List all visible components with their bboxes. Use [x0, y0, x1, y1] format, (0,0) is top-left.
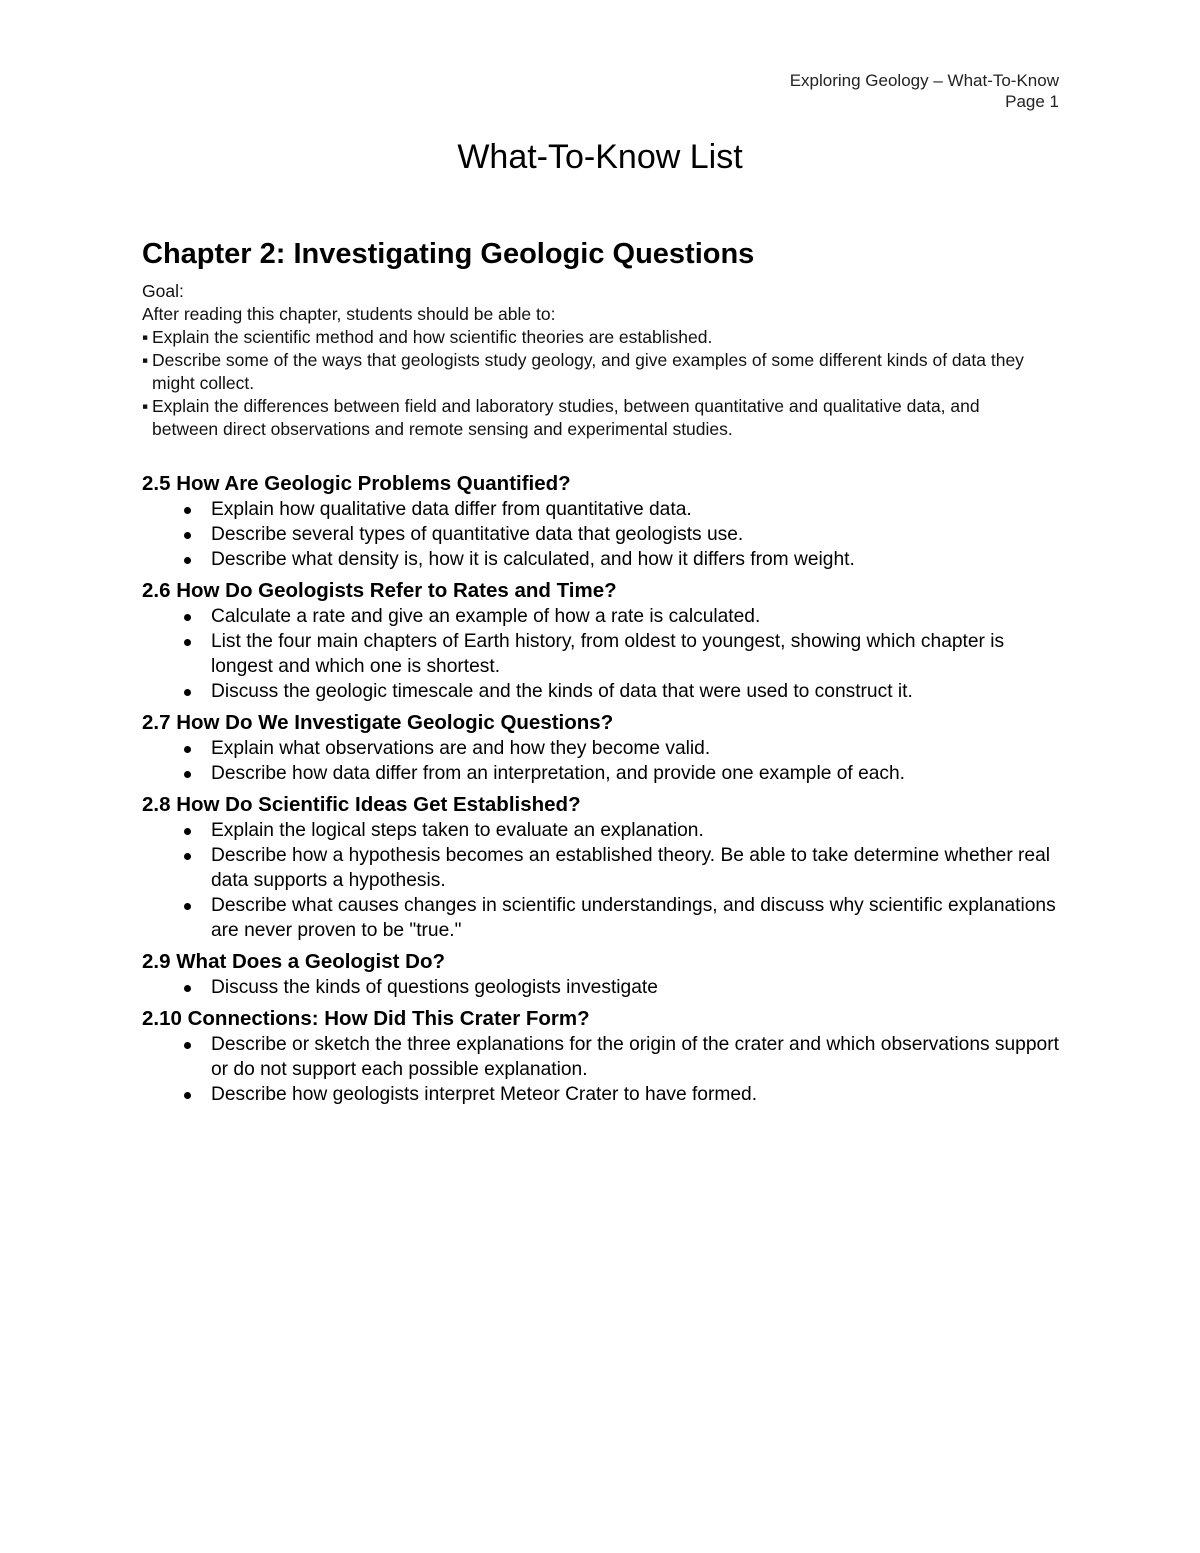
bullet-icon — [142, 1032, 211, 1082]
section-items — [142, 818, 1062, 943]
list-item-text: Calculate a rate and give an example of how a rate is calculated. — [211, 606, 761, 627]
goal-item — [142, 349, 1042, 395]
section-items — [142, 975, 1062, 1000]
list-item-text: Discuss the geologic timescale and the kinds of data that were used to construct it. — [211, 681, 913, 702]
list-item — [142, 893, 1062, 943]
goal-item-text: Describe some of the ways that geologists study geology, and give examples of some different kinds of data they might collect. — [152, 350, 1024, 393]
list-item-text: List the four main chapters of Earth history, from oldest to youngest, showing which chapter is longest and which one is shortest. — [211, 631, 1005, 677]
bullet-icon — [142, 761, 211, 786]
bullet-icon — [142, 843, 211, 893]
list-item-text: Discuss the kinds of questions geologists investigate — [211, 977, 658, 998]
sections-list — [142, 470, 1062, 1112]
list-item-text: Describe how a hypothesis becomes an established theory. Be able to take determine whether real data supports a hypothesis. — [211, 845, 1051, 891]
header-title: Exploring Geology – What-To-Know — [789, 71, 1059, 90]
list-item — [142, 761, 1062, 786]
running-header — [790, 70, 1059, 112]
list-item — [142, 679, 1062, 704]
list-item-text: Describe several types of quantitative data that geologists use. — [211, 524, 744, 545]
goal-intro: After reading this chapter, students should be able to: — [142, 304, 556, 324]
section-title: 2.7 How Do We Investigate Geologic Questions? — [142, 711, 614, 734]
section-items — [142, 1032, 1062, 1107]
goal-label: Goal: — [142, 281, 184, 301]
section-title: 2.8 How Do Scientific Ideas Get Established? — [142, 793, 581, 816]
bullet-icon — [142, 497, 211, 522]
section-2-6 — [142, 577, 1062, 704]
document-title: What-To-Know List — [457, 138, 743, 176]
list-item — [142, 629, 1062, 679]
list-item — [142, 1082, 1062, 1107]
section-items — [142, 497, 1062, 572]
section-title: 2.5 How Are Geologic Problems Quantified? — [142, 472, 571, 495]
bullet-mark-icon: ▪ — [142, 327, 149, 347]
bullet-icon — [142, 818, 211, 843]
bullet-mark-icon: ▪ — [142, 396, 149, 416]
goal-item — [142, 326, 1042, 349]
list-item — [142, 975, 1062, 1000]
list-item-text: Describe how data differ from an interpretation, and provide one example of each. — [211, 763, 906, 784]
bullet-icon — [142, 679, 211, 704]
section-items — [142, 736, 1062, 786]
section-title: 2.9 What Does a Geologist Do? — [142, 950, 445, 973]
list-item — [142, 818, 1062, 843]
list-item — [142, 1032, 1062, 1082]
list-item-text: Describe how geologists interpret Meteor Crater to have formed. — [211, 1084, 758, 1105]
goal-block — [142, 280, 1042, 441]
bullet-mark-icon: ▪ — [142, 350, 149, 370]
list-item — [142, 497, 1062, 522]
list-item-text: Explain how qualitative data differ from quantitative data. — [211, 499, 692, 520]
bullet-icon — [142, 1082, 211, 1107]
list-item — [142, 843, 1062, 893]
bullet-icon — [142, 629, 211, 679]
chapter-title: Chapter 2: Investigating Geologic Questions — [142, 238, 755, 270]
bullet-icon — [142, 604, 211, 629]
list-item-text: Describe what density is, how it is calculated, and how it differs from weight. — [211, 549, 855, 570]
list-item — [142, 736, 1062, 761]
list-item-text: Describe what causes changes in scientific understandings, and discuss why scientific explanations are never proven to be "true." — [211, 895, 1056, 941]
section-2-7 — [142, 709, 1062, 786]
list-item — [142, 522, 1062, 547]
list-item-text: Explain the logical steps taken to evaluate an explanation. — [211, 820, 704, 841]
list-item-text: Explain what observations are and how they become valid. — [211, 738, 711, 759]
bullet-icon — [142, 975, 211, 1000]
section-2-8 — [142, 791, 1062, 943]
bullet-icon — [142, 893, 211, 943]
section-title: 2.10 Connections: How Did This Crater Form? — [142, 1007, 590, 1030]
section-items — [142, 604, 1062, 704]
list-item — [142, 604, 1062, 629]
goal-item-text: Explain the scientific method and how scientific theories are established. — [152, 327, 713, 347]
list-item — [142, 547, 1062, 572]
section-2-9 — [142, 948, 1062, 1000]
bullet-icon — [142, 736, 211, 761]
goal-item-text: Explain the differences between field and laboratory studies, between quantitative and qualitative data, and between direct observations and remote sensing and experimental studies. — [152, 396, 980, 439]
bullet-icon — [142, 522, 211, 547]
section-2-10 — [142, 1005, 1062, 1107]
list-item-text: Describe or sketch the three explanations for the origin of the crater and which observations support or do not support each possible explanation. — [211, 1034, 1059, 1080]
section-title: 2.6 How Do Geologists Refer to Rates and Time? — [142, 579, 617, 602]
bullet-icon — [142, 547, 211, 572]
section-2-5 — [142, 470, 1062, 572]
page-number: Page 1 — [1005, 92, 1059, 111]
goal-item — [142, 395, 1042, 441]
